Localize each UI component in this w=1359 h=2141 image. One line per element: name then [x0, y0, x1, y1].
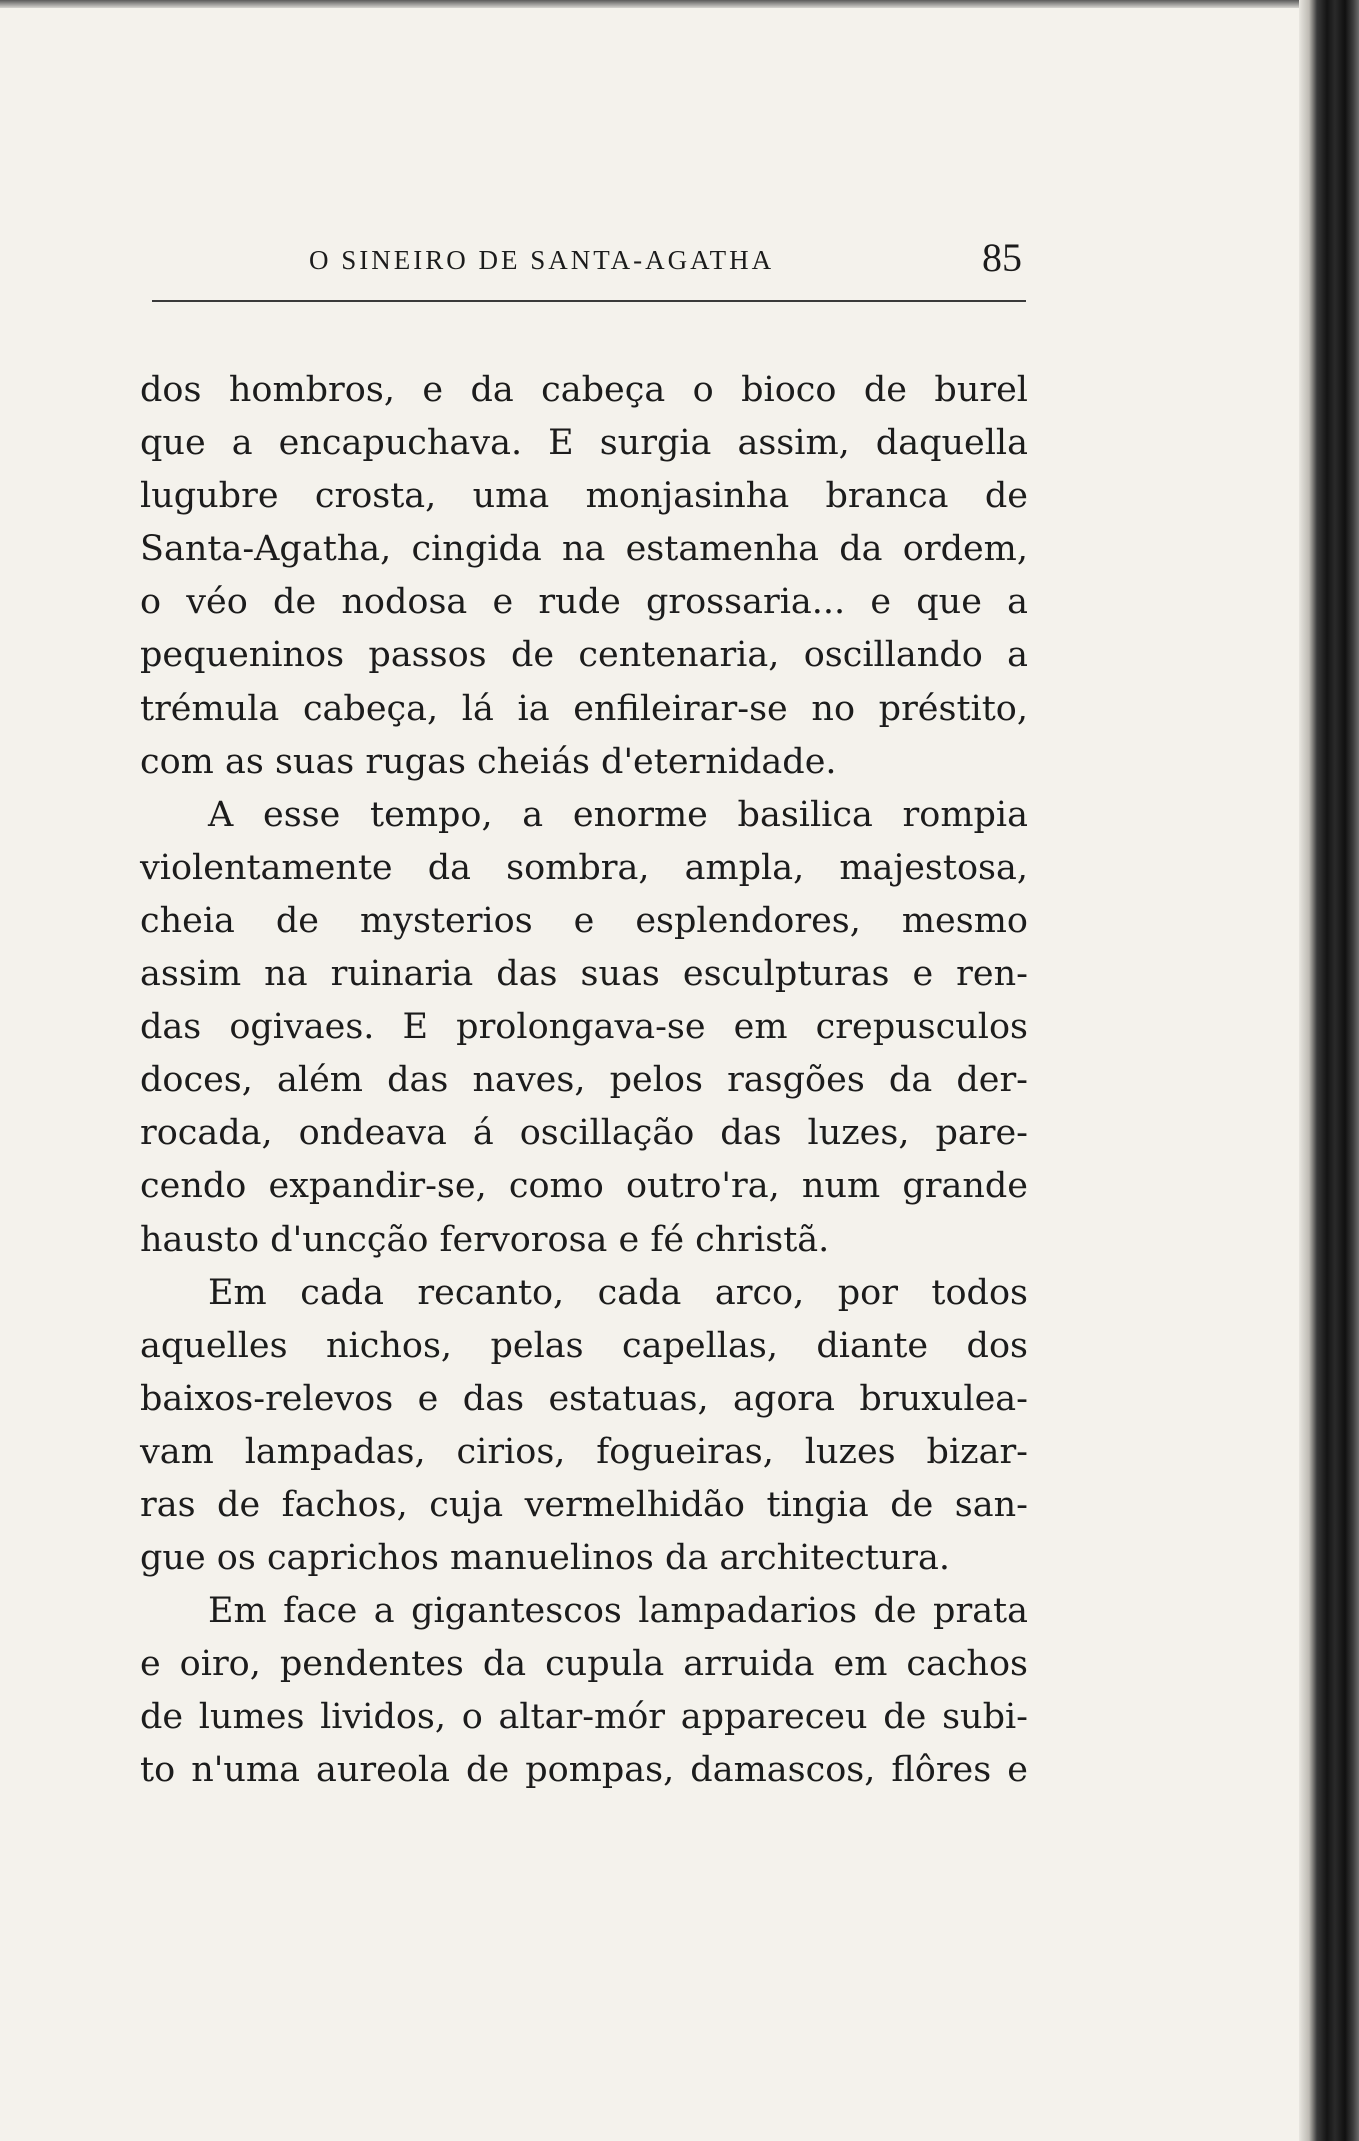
text-line: doces, além das naves, pelos rasgões da der- — [140, 1060, 1028, 1101]
text-line: dos hombros, e da cabeça o bioco de burel — [140, 370, 1028, 410]
text-line: Santa-Agatha, cingida na estamenha da ordem, — [140, 529, 1028, 570]
page-binding-shadow — [1299, 0, 1359, 2141]
text-line: violentamente da sombra, ampla, majestosa, — [140, 847, 1028, 888]
text-line: e oiro, pendentes da cupula arruida em cachos — [140, 1644, 1028, 1685]
text-line: ras de fachos, cuja vermelhidão tingia de san- — [140, 1484, 1028, 1525]
text-line: rocada, ondeava á oscillação das luzes, pare- — [140, 1113, 1028, 1154]
text-line: gue os caprichos manuelinos da architectura. — [140, 1538, 951, 1579]
header-rule — [152, 300, 1026, 302]
text-line: o véo de nodosa e rude grossaria... e que a — [140, 582, 1028, 623]
text-line: Em face a gigantescos lampadarios de prata — [208, 1591, 1028, 1632]
text-line: cendo expandir-se, como outro'ra, num grande — [140, 1166, 1028, 1207]
text-line: baixos-relevos e das estatuas, agora bruxulea- — [140, 1378, 1028, 1419]
running-title: O SINEIRO DE SANTA-AGATHA — [309, 245, 775, 275]
text-line: de lumes lividos, o altar-mór appareceu de subi- — [140, 1697, 1028, 1738]
text-line: trémula cabeça, lá ia enfileirar-se no préstito, — [140, 688, 1028, 729]
text-line: cheia de mysterios e esplendores, mesmo — [140, 900, 1028, 941]
text-line: hausto d'uncção fervorosa e fé christã. — [140, 1219, 830, 1260]
text-line: Em cada recanto, cada arco, por todos — [208, 1272, 1028, 1313]
text-line: assim na ruinaria das suas esculpturas e ren- — [140, 954, 1028, 995]
text-line: vam lampadas, cirios, fogueiras, luzes bizar- — [140, 1431, 1028, 1472]
running-head — [152, 234, 1026, 286]
text-line: que a encapuchava. E surgia assim, daquella — [140, 423, 1028, 464]
text-line: das ogivaes. E prolongava-se em crepusculos — [140, 1007, 1028, 1048]
page-top-edge-shadow — [0, 0, 1359, 8]
body-text — [140, 364, 1028, 1798]
page-number: 85 — [982, 235, 1022, 280]
text-line: pequeninos passos de centenaria, oscillando a — [140, 635, 1028, 676]
text-line: to n'uma aureola de pompas, damascos, flôres e — [140, 1750, 1028, 1791]
text-line: aquelles nichos, pelas capellas, diante dos — [140, 1325, 1028, 1366]
text-line: A esse tempo, a enorme basilica rompia — [208, 794, 1028, 835]
text-line: lugubre crosta, uma monjasinha branca de — [140, 476, 1028, 517]
text-line: com as suas rugas cheiás d'eternidade. — [140, 741, 837, 782]
